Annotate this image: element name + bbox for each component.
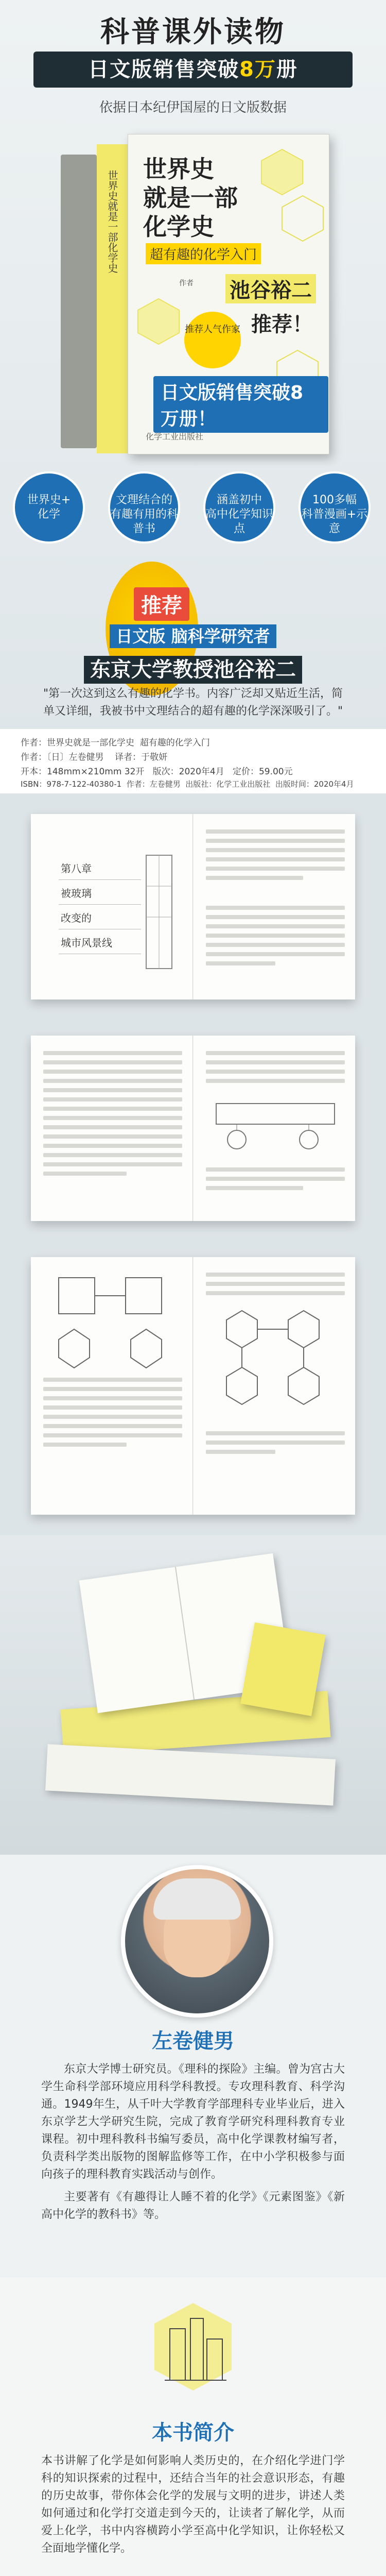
feature-badge xyxy=(203,471,275,544)
feature-line: 涵盖初中 xyxy=(216,494,262,506)
cover-author: 池谷裕二 xyxy=(225,274,316,303)
text-line xyxy=(43,1443,127,1447)
book-cover xyxy=(61,134,328,453)
info-cell: 作者：左卷健男 xyxy=(126,779,181,789)
spread-chapter xyxy=(0,793,386,1015)
feature-line: 高中化学知识点 xyxy=(205,508,274,535)
text-line xyxy=(206,1273,345,1277)
text-line xyxy=(43,1405,182,1410)
cover-sales-tag: 日文版销售突破8万册！ xyxy=(153,376,328,433)
text-line xyxy=(43,1107,182,1111)
text-line xyxy=(206,915,345,919)
text-line xyxy=(206,1177,345,1181)
text-line xyxy=(206,924,345,928)
cover-title-line: 化学史 xyxy=(143,213,214,241)
text-line xyxy=(206,829,345,834)
book-fold xyxy=(175,1567,195,1700)
cover-subtitle: 超有趣的化学入门 xyxy=(146,243,261,264)
info-cell: 作者：〔日〕左卷健男 xyxy=(21,752,104,762)
spread-text xyxy=(0,1015,386,1236)
reaction-diagram xyxy=(43,1267,182,1370)
text-line xyxy=(206,839,345,843)
intro-text: 本书讲解了化学是如何影响人类历史的，在介绍化学进门学科的知识探索的过程中，还结合当年的社会意识形态，有趣的历史故事，带你体会化学的发展与文明的进步，讲述人类如何通过和化学打交道走到今天的，让读者了解化学，从而爱上化学，书中内容横跨小学至高中化学知识，让你轻松又全面地学懂化学。 xyxy=(41,2454,345,2555)
info-cell: 出版时间：2020年4月 xyxy=(275,779,354,789)
info-cell: 译者：于敬妍 xyxy=(115,752,168,762)
text-line xyxy=(43,1097,182,1101)
glass-illustration xyxy=(141,845,182,979)
book-fold xyxy=(192,814,194,999)
text-line xyxy=(43,1144,182,1148)
author-name: 左卷健男 xyxy=(152,2029,234,2053)
text-line xyxy=(43,1378,182,1382)
info-cell: 作者：世界史就是一部化学史 xyxy=(21,738,134,748)
book-fold xyxy=(192,1257,194,1515)
text-line xyxy=(206,943,345,947)
apparatus-illustration xyxy=(206,1088,345,1160)
molecule-diagram xyxy=(206,1300,345,1424)
recommender-name xyxy=(0,653,386,683)
info-row xyxy=(21,735,210,748)
feature-line: 世界史+ xyxy=(27,494,71,506)
text-line xyxy=(43,1134,182,1139)
intro-title: 本书简介 xyxy=(152,2421,234,2445)
text-line xyxy=(43,1125,182,1129)
text-line xyxy=(206,867,345,871)
cover-title-line: 就是一部 xyxy=(143,184,238,212)
feature-badges xyxy=(0,471,386,549)
recommend-label: 推荐 xyxy=(134,587,189,621)
intro-section xyxy=(0,2277,386,2576)
info-cell: ISBN：978-7-122-40380-1 xyxy=(21,779,122,789)
book-page-left xyxy=(43,824,182,989)
info-cell: 版次：2020年4月 xyxy=(152,767,224,777)
info-row xyxy=(21,750,167,762)
book-info-section xyxy=(0,729,386,793)
book-page-left xyxy=(43,1267,182,1504)
stacked-books-photo xyxy=(0,1535,386,1855)
text-line xyxy=(206,1431,345,1435)
author-section xyxy=(0,1855,386,2277)
chapter-item: 城市风景线 xyxy=(59,929,141,954)
text-line xyxy=(206,848,345,852)
sales-banner xyxy=(33,52,353,88)
book-standing xyxy=(240,1622,326,1716)
text-line xyxy=(43,1051,182,1055)
text-line xyxy=(43,1162,182,1166)
cover-back xyxy=(61,155,97,448)
spread-diagrams xyxy=(0,1236,386,1535)
info-cell: 超有趣的化学入门 xyxy=(139,738,210,748)
text-line xyxy=(43,1116,182,1120)
avatar xyxy=(121,1865,273,2018)
text-line xyxy=(43,1415,182,1419)
feature-badge xyxy=(299,471,371,544)
hero-subtitle: 依据日本纪伊国屋的日文版数据 xyxy=(99,100,287,115)
book-lying xyxy=(45,1744,336,1805)
open-book xyxy=(31,1036,355,1221)
text-line xyxy=(43,1153,182,1157)
author-bio xyxy=(41,2061,345,2224)
sales-banner-number: 8万 xyxy=(239,58,276,81)
text-line xyxy=(43,1387,182,1391)
author-bio-paragraph: 主要著有《有趣得让人睡不着的化学》《元素图鉴》《新高中化学的教科书》等。 xyxy=(41,2191,345,2221)
text-line xyxy=(43,1060,182,1064)
text-line xyxy=(206,952,345,956)
chapter-item: 改变的 xyxy=(59,905,141,929)
text-line xyxy=(206,1186,303,1190)
chapter-list xyxy=(59,855,141,954)
info-cell: 开本：148mm×210mm 32开 xyxy=(21,767,145,777)
text-line xyxy=(206,1282,345,1286)
text-line xyxy=(43,1079,182,1083)
spine-title: 世界史就是一部化学史 xyxy=(106,170,118,273)
text-line xyxy=(43,1088,182,1092)
book-page-right xyxy=(206,824,345,989)
book-page-right xyxy=(206,1267,345,1504)
book-page-right xyxy=(206,1046,345,1211)
text-line xyxy=(43,1424,182,1428)
text-line xyxy=(43,1433,182,1437)
text-line xyxy=(206,1450,275,1454)
chapter-item: 被玻璃 xyxy=(59,880,141,905)
author-bio-paragraph: 东京大学博士研究员。《理科的探险》主编。曾为宫古大学生命科学部环境应用科学科教授。专攻理科教育、科学沟通。1949年生，从千叶大学教育学部理科专业毕业后，进入东京学艺大学研究生院，完成了教育学研究科理科教育专业课程。初中理科教科书编写委员，高中化学课教材编写者，负责科学类出版物的图解监修等工作，在中小学积极参与面向孩子的理科教育实践活动与创作。 xyxy=(41,2063,345,2181)
feature-badge xyxy=(108,471,180,544)
text-line xyxy=(206,1060,345,1064)
avatar-hair xyxy=(153,1878,241,1920)
sales-banner-suffix: 册 xyxy=(276,58,298,81)
feature-line: 化学 xyxy=(37,508,60,521)
recommender-title xyxy=(0,623,386,647)
recommend-badge: 推荐！ xyxy=(251,313,313,336)
text-line xyxy=(206,1167,345,1172)
open-book xyxy=(31,814,355,999)
cover-title-line: 世界史 xyxy=(143,155,214,183)
text-line xyxy=(43,1172,127,1176)
cover-publisher: 化学工业出版社 xyxy=(146,432,204,442)
text-line xyxy=(206,1291,345,1295)
info-cell: 出版社：化学工业出版社 xyxy=(185,779,271,789)
feature-badge xyxy=(13,471,85,544)
recommender-name-text: 东京大学教授池谷裕二 xyxy=(84,656,302,684)
feature-line: 科普漫画+示意 xyxy=(301,508,368,535)
text-line xyxy=(206,1051,345,1055)
text-line xyxy=(206,876,303,880)
sales-banner-prefix: 日文版销售突破 xyxy=(88,58,240,81)
info-cell: 定价：59.00元 xyxy=(232,767,293,777)
text-line xyxy=(206,934,345,938)
cover-title xyxy=(143,155,238,241)
text-line xyxy=(206,906,345,910)
open-book xyxy=(31,1257,355,1515)
text-line xyxy=(43,1070,182,1074)
recommender-title-text: 日文版 脑科学研究者 xyxy=(110,624,276,648)
author-label: 作者 xyxy=(179,279,194,287)
text-line xyxy=(206,1079,345,1083)
chapter-item: 第八章 xyxy=(59,855,141,880)
info-row xyxy=(21,778,354,789)
text-line xyxy=(206,961,275,965)
text-line xyxy=(206,857,345,861)
feature-line: 有趣有用的科普书 xyxy=(110,508,179,535)
hero-section xyxy=(0,0,386,729)
factory-illustration xyxy=(149,2298,237,2406)
text-line xyxy=(206,1070,345,1074)
text-line xyxy=(206,1440,345,1445)
hero-title: 科普课外读物 xyxy=(100,15,286,49)
text-line xyxy=(43,1396,182,1400)
feature-line: 文理结合的 xyxy=(115,494,172,506)
book-page-left xyxy=(43,1046,182,1211)
recommend-quote: "第一次这到这么有趣的化学书。内容广泛却又贴近生活，简单又详细，我被书中文理结合的超有趣的化学深深吸引了。" xyxy=(43,687,343,718)
info-row xyxy=(21,764,293,777)
feature-line: 100多幅 xyxy=(312,494,357,506)
recommend-seal: 推荐人气作家 xyxy=(184,312,241,368)
book-fold xyxy=(192,1036,194,1221)
